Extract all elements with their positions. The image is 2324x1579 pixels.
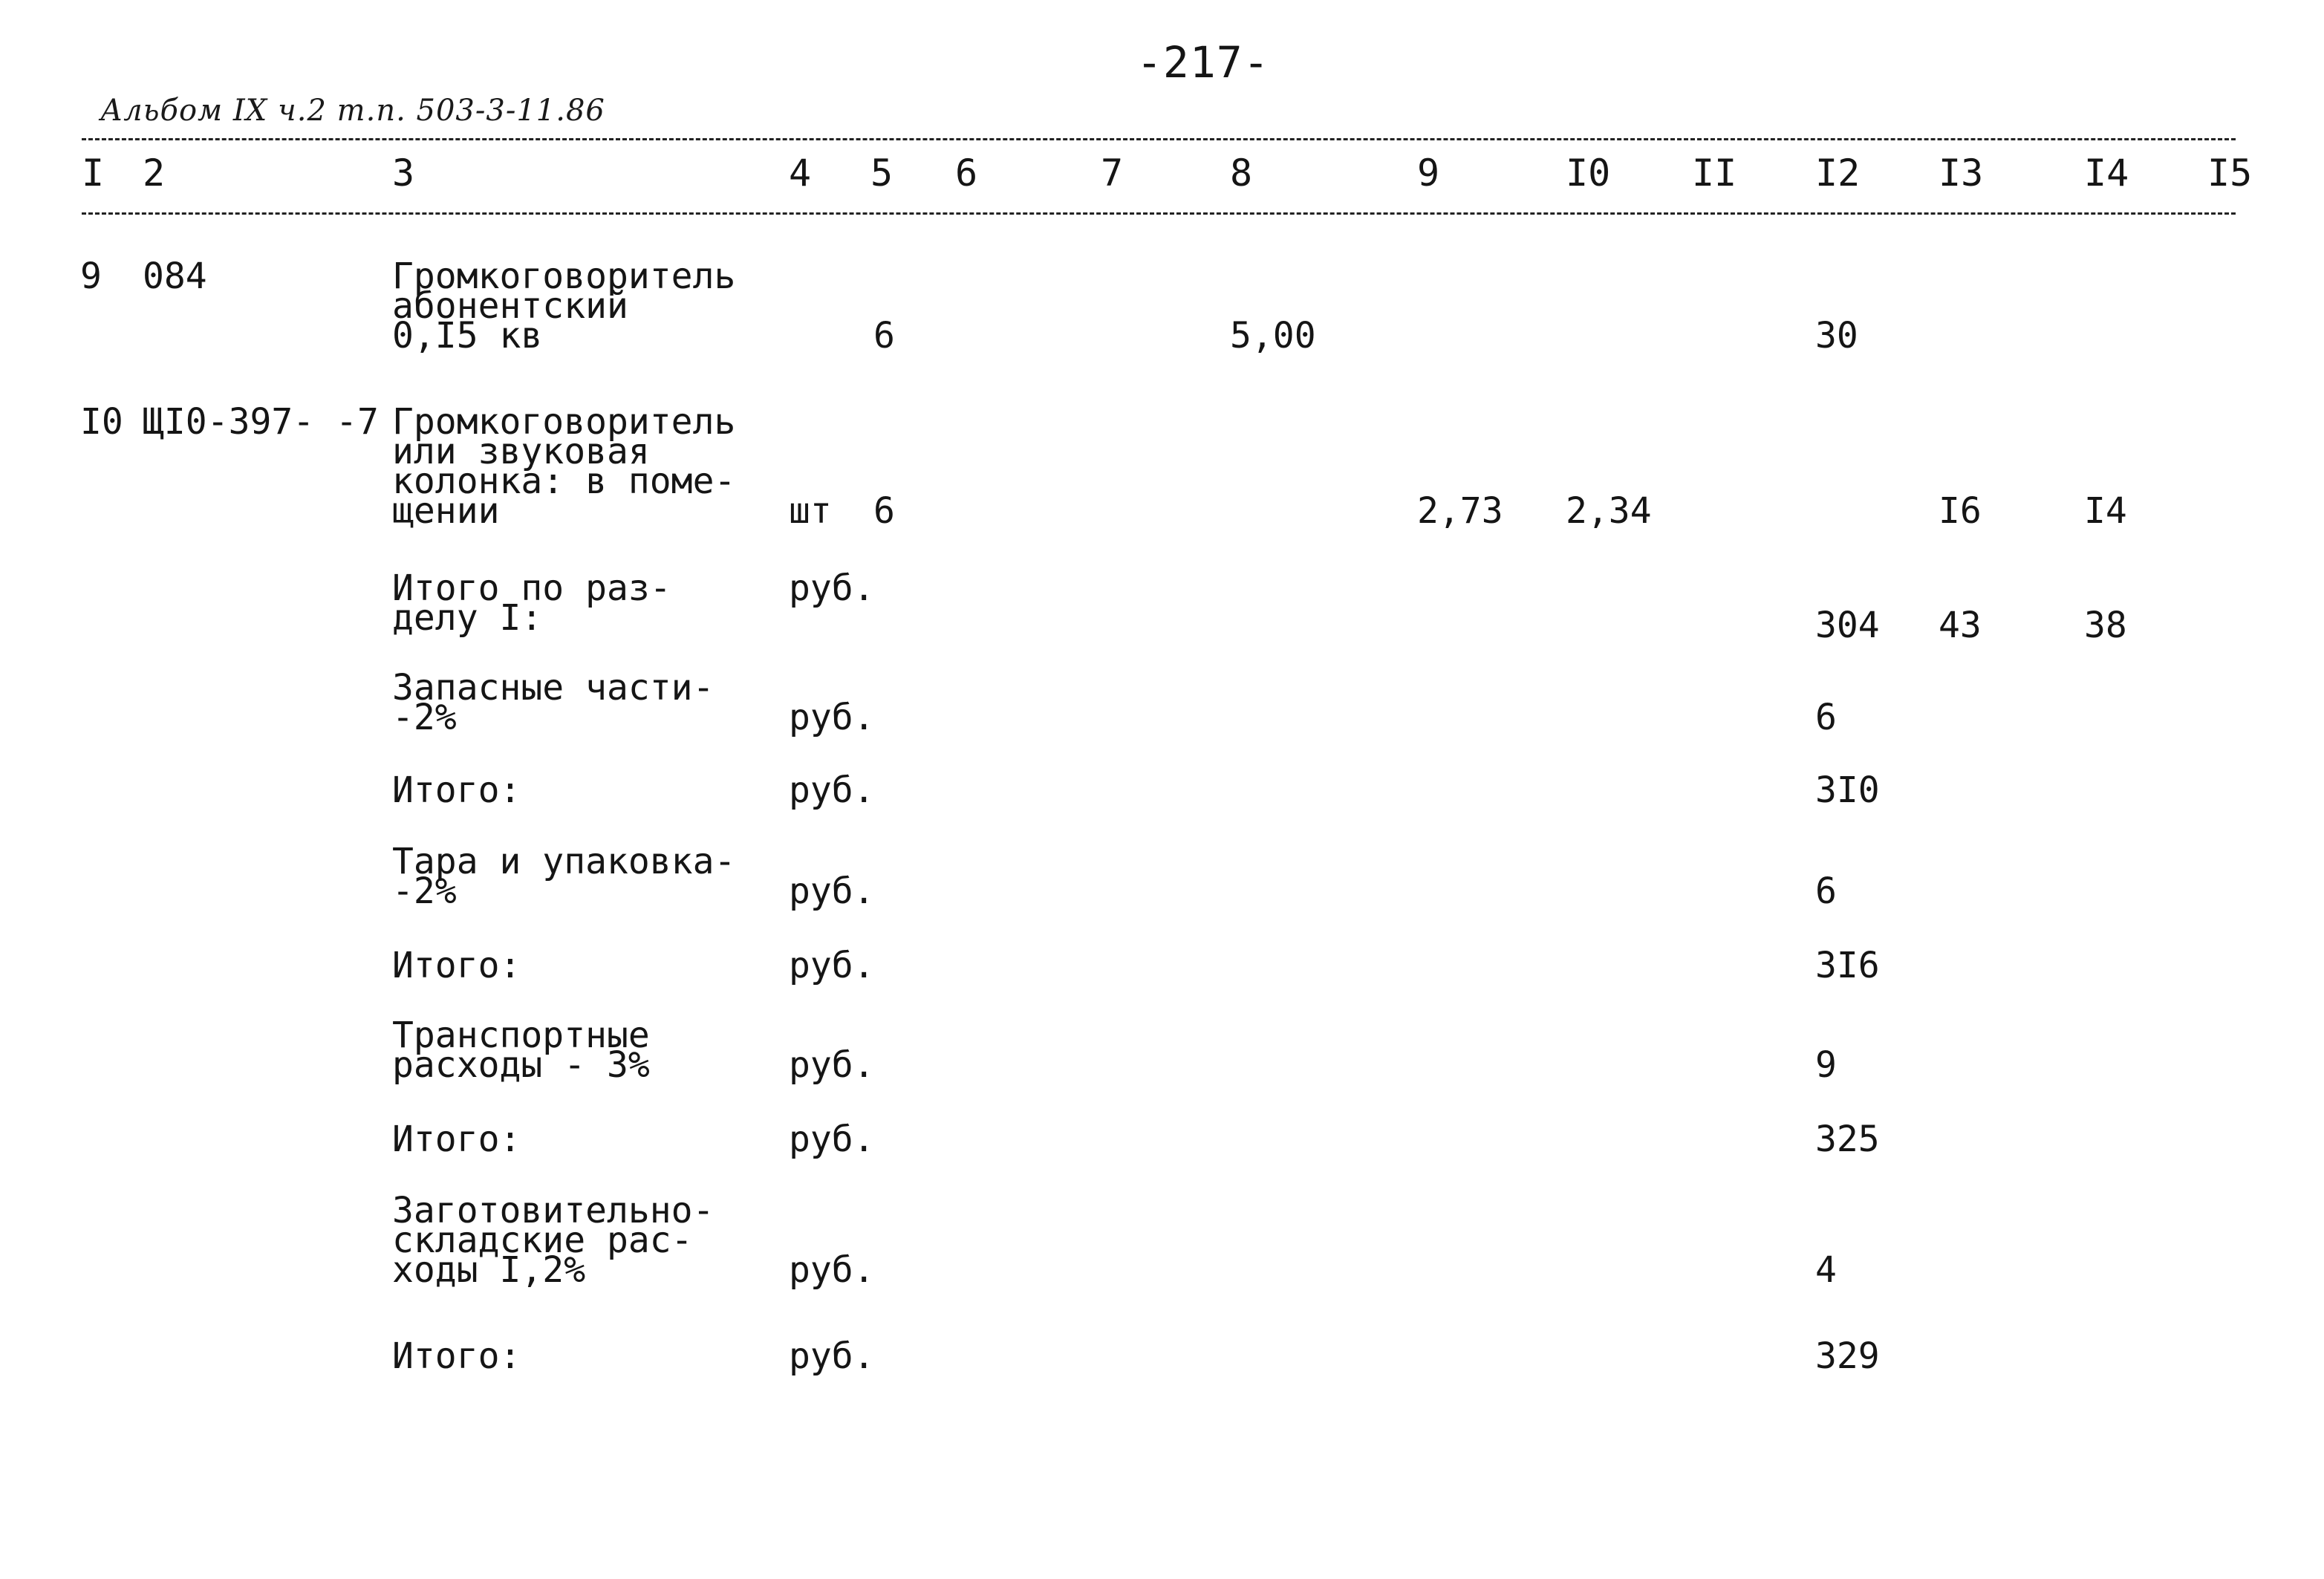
column-header-12: I2 — [1815, 152, 1861, 195]
column-header-9: 9 — [1417, 152, 1440, 195]
column-header-6: 6 — [955, 152, 978, 195]
column-14-value: 38 — [2084, 605, 2127, 646]
column-header-7: 7 — [1101, 152, 1124, 195]
column-header-13: I3 — [1939, 152, 1984, 195]
column-header-2: 2 — [143, 152, 166, 195]
column-header-5: 5 — [870, 152, 894, 195]
item-code: ЩI0-397- -7 — [143, 401, 379, 443]
column-header-1: I — [82, 152, 105, 195]
item-description: Транспортные расходы - 3% — [392, 1015, 650, 1086]
unit-cell: руб. — [789, 1044, 875, 1086]
column-13-value: 43 — [1939, 605, 1982, 646]
item-description: Тара и упаковка- -2% — [392, 841, 736, 912]
quantity-cell: 6 — [873, 315, 895, 357]
item-description: Итого: — [392, 945, 521, 986]
column-12-value: 30 — [1815, 315, 1858, 357]
column-header-4: 4 — [789, 152, 812, 195]
column-header-15: I5 — [2207, 152, 2253, 195]
column-header-10: I0 — [1566, 152, 1611, 195]
page-number: -217- — [1136, 37, 1270, 88]
unit-cell: руб. — [789, 769, 875, 811]
column-12-value: 4 — [1815, 1249, 1837, 1291]
unit-cell: руб. — [789, 870, 875, 912]
column-12-value: 3I0 — [1815, 769, 1880, 811]
column-header-14: I4 — [2084, 152, 2129, 195]
column-12-value: 9 — [1815, 1044, 1837, 1086]
item-description: Громкоговоритель или звуковая колонка: в поме- щении — [392, 401, 736, 532]
column-12-value: 304 — [1815, 605, 1880, 646]
column-12-value: 329 — [1815, 1335, 1880, 1377]
column-14-value: I4 — [2084, 490, 2127, 532]
unit-cell: руб. — [789, 1335, 875, 1377]
column-12-value: 6 — [1815, 697, 1837, 738]
item-description: Итого: — [392, 769, 521, 811]
item-description: Итого по раз- делу I: — [392, 567, 671, 639]
album-reference: Альбом IX ч.2 т.п. 503-3-11.86 — [100, 94, 605, 128]
column-10-value: 2,34 — [1566, 490, 1652, 532]
column-12-value: 3I6 — [1815, 945, 1880, 986]
header-bottom-rule — [82, 212, 2236, 215]
item-description: Громкоговоритель абонентский 0,I5 кв — [392, 255, 736, 357]
item-code: 084 — [143, 255, 207, 297]
quantity-cell: 6 — [873, 490, 895, 532]
column-9-value: 2,73 — [1417, 490, 1503, 532]
unit-cell: руб. — [789, 1119, 875, 1160]
header-top-rule — [82, 138, 2236, 140]
unit-cell: руб. — [789, 697, 875, 738]
row-number: I0 — [80, 401, 123, 443]
column-header-8: 8 — [1230, 152, 1253, 195]
item-description: Запасные части- -2% — [392, 667, 715, 738]
item-description: Итого: — [392, 1335, 521, 1377]
unit-cell: шт — [789, 490, 832, 532]
column-header-11: II — [1692, 152, 1737, 195]
column-13-value: I6 — [1939, 490, 1982, 532]
unit-cell: руб. — [789, 945, 875, 986]
unit-cell: руб. — [789, 1249, 875, 1291]
item-description: Итого: — [392, 1119, 521, 1160]
column-header-3: 3 — [392, 152, 415, 195]
column-12-value: 6 — [1815, 870, 1837, 912]
column-12-value: 325 — [1815, 1119, 1880, 1160]
row-number: 9 — [80, 255, 102, 297]
column-8-value: 5,00 — [1230, 315, 1316, 357]
item-description: Заготовительно- складские рас- ходы I,2% — [392, 1190, 715, 1291]
unit-cell: руб. — [789, 567, 875, 609]
